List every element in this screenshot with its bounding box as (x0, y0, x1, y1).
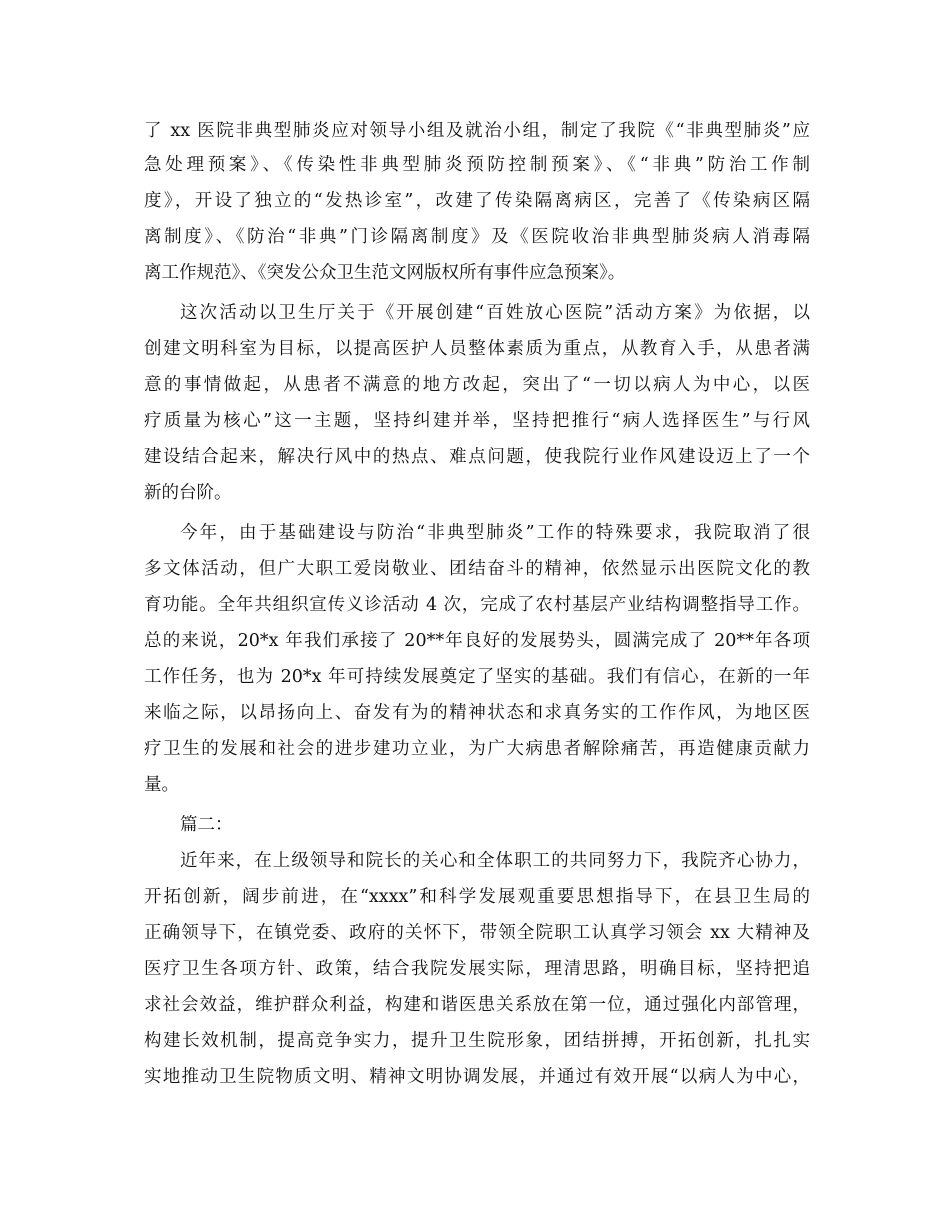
text-line: 急处理预案》、《传染性非典型肺炎预防控制预案》、《“非典”防治工作制 (144, 155, 810, 175)
text-line: 建设结合起来，解决行风中的热点、难点问题，使我院行业作风建设迈上了一个 (144, 447, 810, 467)
text-line: 育功能。全年共组织宣传义诊活动 4 次，完成了农村基层产业结构调整指导工作。 (144, 595, 810, 615)
text-line: 实地推动卫生院物质文明、精神文明协调发展，并通过有效开展“以病人为中心， (144, 1067, 810, 1087)
text-line: 离工作规范》、《突发公众卫生范文网版权所有事件应急预案》。 (144, 263, 626, 283)
text-line: 来临之际，以昂扬向上、奋发有为的精神状态和求真务实的工作作风，为地区医 (144, 703, 810, 723)
text-line: 医疗卫生各项方针、政策，结合我院发展实际，理清思路，明确目标，坚持把追 (144, 959, 810, 979)
text-line: 了 xx 医院非典型肺炎应对领导小组及就治小组，制定了我院《“非典型肺炎”应 (144, 121, 810, 141)
text-line: 开拓创新，阔步前进，在“xxxx”和科学发展观重要思想指导下，在县卫生局的 (144, 887, 810, 907)
paragraph-first-line: 这次活动以卫生厅关于《开展创建“百姓放心医院”活动方案》为依据，以 (180, 303, 810, 323)
text-line: 疗质量为核心”这一主题，坚持纠建并举，坚持把推行“病人选择医生”与行风 (144, 411, 810, 431)
text-line: 意的事情做起，从患者不满意的地方改起，突出了“一切以病人为中心，以医 (144, 375, 810, 395)
text-line: 多文体活动，但广大职工爱岗敬业、团结奋斗的精神，依然显示出医院文化的教 (144, 559, 810, 579)
text-line: 工作任务，也为 20*x 年可持续发展奠定了坚实的基础。我们有信心，在新的一年 (144, 667, 810, 687)
paragraph-first-line: 近年来，在上级领导和院长的关心和全体职工的共同努力下，我院齐心协力， (180, 851, 810, 871)
text-line: 求社会效益，维护群众利益，构建和谐医患关系放在第一位，通过强化内部管理， (144, 995, 810, 1015)
text-line: 量。 (144, 775, 179, 795)
text-line: 疗卫生的发展和社会的进步建功立业，为广大病患者解除痛苦，再造健康贡献力 (144, 739, 810, 759)
text-line: 总的来说，20*x 年我们承接了 20**年良好的发展势头，圆满完成了 20**年各项 (144, 631, 810, 651)
text-line: 正确领导下，在镇党委、政府的关怀下，带领全院职工认真学习领会 xx 大精神及 (144, 923, 810, 943)
section-heading: 篇二： (180, 815, 233, 835)
text-line: 构建长效机制，提高竞争实力，提升卫生院形象，团结拼搏，开拓创新，扎扎实 (144, 1031, 810, 1051)
text-line: 离制度》、《防治“非典”门诊隔离制度》及《医院收治非典型肺炎病人消毒隔 (144, 227, 810, 247)
paragraph-first-line: 今年，由于基础建设与防治“非典型肺炎”工作的特殊要求，我院取消了很 (180, 523, 810, 543)
text-line: 新的台阶。 (144, 483, 232, 503)
text-line: 度》，开设了独立的“发热诊室”，改建了传染隔离病区，完善了《传染病区隔 (144, 191, 810, 211)
text-line: 创建文明科室为目标，以提高医护人员整体素质为重点，从教育入手，从患者满 (144, 339, 810, 359)
